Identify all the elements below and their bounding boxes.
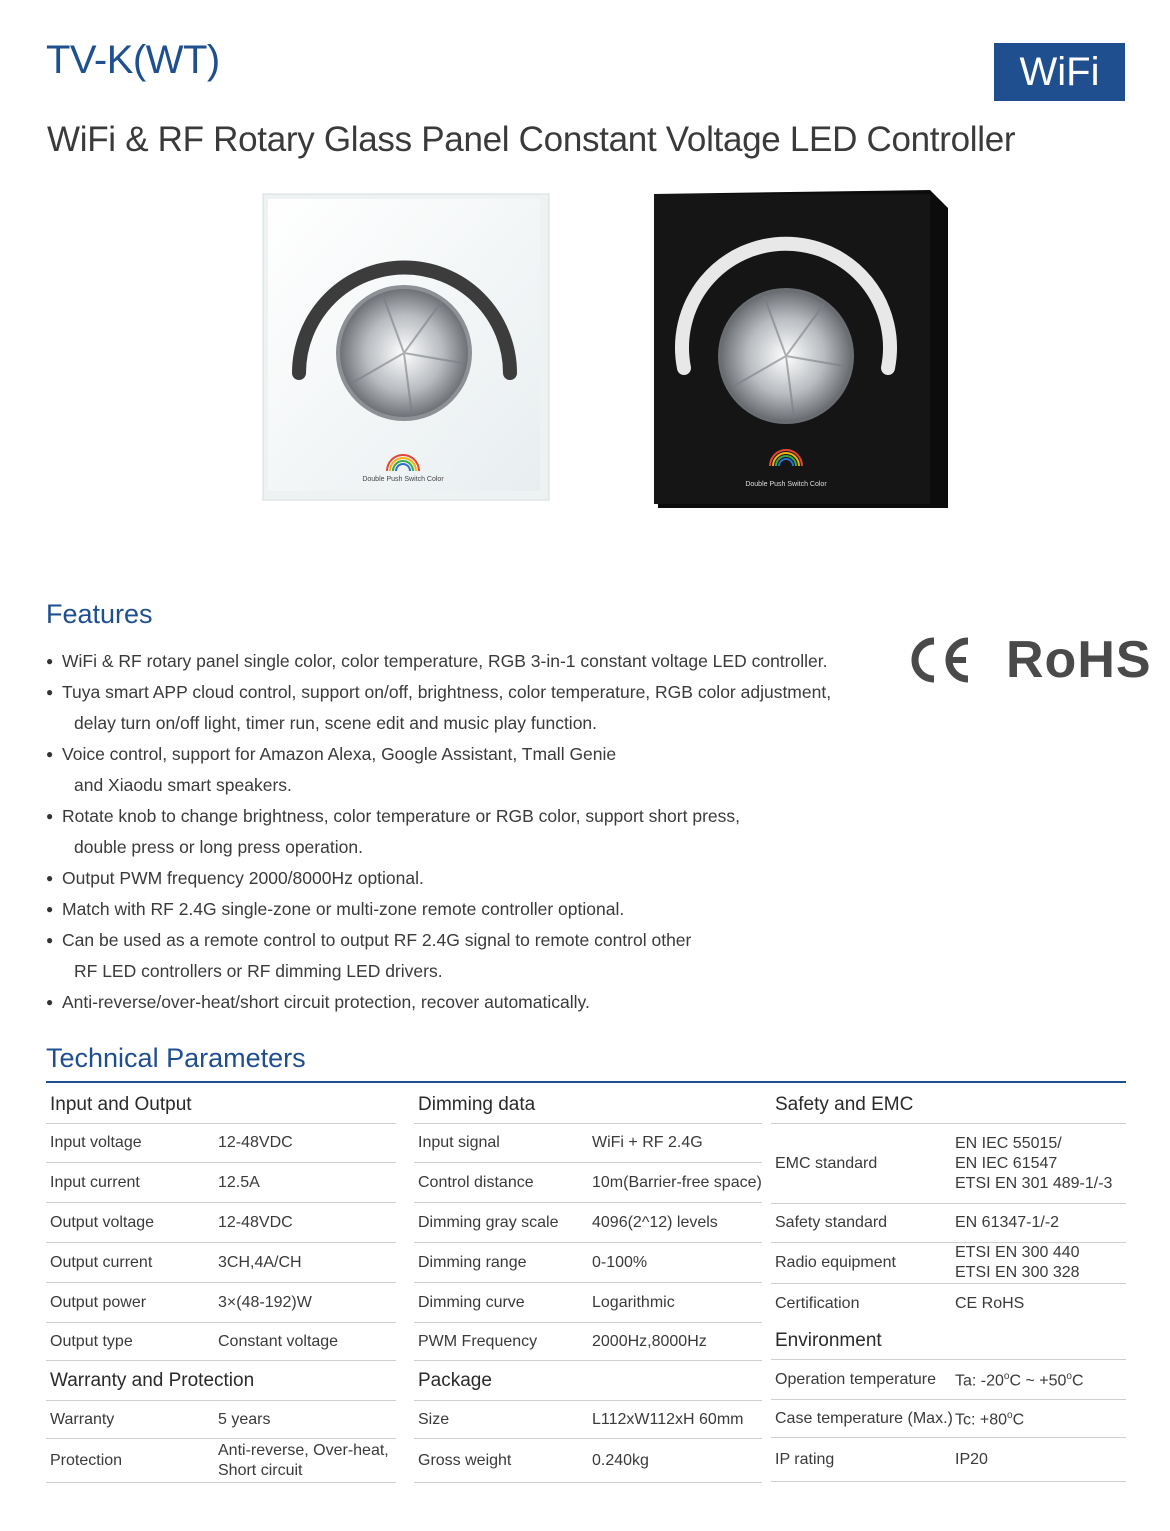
table-row: Size L112xW112xH 60mm — [414, 1401, 762, 1439]
list-item: ● Can be used as a remote control to output RF 2.4G signal to remote control other RF LED controllers or RF dimming LED drivers. — [46, 925, 866, 987]
input-output-column — [46, 1086, 396, 1483]
group-title-dimming: Dimming data — [414, 1086, 762, 1124]
group-title-warranty: Warranty and Protection — [46, 1361, 396, 1401]
table-row: Warranty 5 years — [46, 1401, 396, 1439]
wifi-badge: WiFi — [994, 43, 1125, 101]
list-item: ● Output PWM frequency 2000/8000Hz optional. — [46, 863, 866, 894]
white-panel-image — [262, 193, 552, 503]
table-row: Operation temperature Ta: -20$^o$C ~ $+50^oC$ — [771, 1360, 1126, 1400]
black-panel-image — [650, 188, 948, 508]
dimming-column — [414, 1086, 762, 1483]
table-row: Dimming gray scale 4096(2^12) levels — [414, 1203, 762, 1243]
table-row: Gross weight 0.240kg — [414, 1439, 762, 1483]
table-row: Output power 3×(48-192)W — [46, 1283, 396, 1323]
model-title: TV-K(WT) — [46, 38, 220, 82]
table-row: Output type Constant voltage — [46, 1323, 396, 1361]
list-item: ● WiFi & RF rotary panel single color, color temperature, RGB 3-in-1 constant voltage LED controller. — [46, 646, 866, 677]
table-row: Output current 3CH,4A/CH — [46, 1243, 396, 1283]
table-row: Certification CE RoHS — [775, 1294, 1025, 1312]
ce-mark-icon — [908, 635, 972, 685]
table-row: Output voltage 12-48VDC — [46, 1203, 396, 1243]
certification-logos — [908, 630, 1152, 690]
table-row: Control distance 10m(Barrier-free space) — [414, 1163, 762, 1203]
black-panel-label: Double Push Switch Color — [745, 481, 827, 488]
white-panel-label: Double Push Switch Color — [362, 476, 444, 483]
features-list — [46, 646, 866, 1018]
table-row: Input current 12.5A — [46, 1163, 396, 1203]
group-title-safety: Safety and EMC — [771, 1086, 1126, 1124]
section-divider — [46, 1081, 1126, 1083]
group-title-input-output: Input and Output — [46, 1086, 396, 1124]
table-row: Radio equipment ETSI EN 300 440 ETSI EN 300 328 — [771, 1243, 1126, 1284]
list-item: ● Match with RF 2.4G single-zone or multi-zone remote controller optional. — [46, 894, 866, 925]
safety-column — [771, 1086, 1126, 1482]
table-row: Protection Anti-reverse, Over-heat, Short circuit — [46, 1439, 396, 1483]
table-row: PWM Frequency 2000Hz,8000Hz — [414, 1323, 762, 1361]
rohs-mark: RoHS — [1006, 631, 1152, 689]
table-row: Case temperature (Max.) Tc: $+80^oC$ — [771, 1400, 1126, 1438]
table-row: Input voltage 12-48VDC — [46, 1124, 396, 1163]
tech-params-heading: Technical Parameters — [46, 1043, 306, 1073]
group-title-package: Package — [414, 1361, 762, 1401]
table-row: IP rating IP20 — [771, 1438, 1126, 1482]
table-row: Dimming range 0-100% — [414, 1243, 762, 1283]
group-title-environment: Environment — [771, 1323, 1126, 1360]
table-row: Dimming curve Logarithmic — [414, 1283, 762, 1323]
list-item: ● Anti-reverse/over-heat/short circuit protection, recover automatically. — [46, 987, 866, 1018]
table-row: EMC standard EN IEC 55015/ EN IEC 61547 ETSI EN 301 489-1/-3 — [771, 1124, 1126, 1204]
page-subtitle: WiFi & RF Rotary Glass Panel Constant Voltage LED Controller — [47, 120, 1016, 159]
table-row: Input signal WiFi + RF 2.4G — [414, 1124, 762, 1163]
list-item: ● Voice control, support for Amazon Alexa, Google Assistant, Tmall Genie and Xiaodu smart speakers. — [46, 739, 866, 801]
table-row: Safety standard EN 61347-1/-2 — [771, 1204, 1126, 1243]
features-heading: Features — [46, 599, 153, 629]
list-item: ● Tuya smart APP cloud control, support on/off, brightness, color temperature, RGB color adjustment, delay turn on/off light, timer run, scene edit and music play function. — [46, 677, 866, 739]
list-item: ● Rotate knob to change brightness, color temperature or RGB color, support short press, double press or long press operation. — [46, 801, 866, 863]
